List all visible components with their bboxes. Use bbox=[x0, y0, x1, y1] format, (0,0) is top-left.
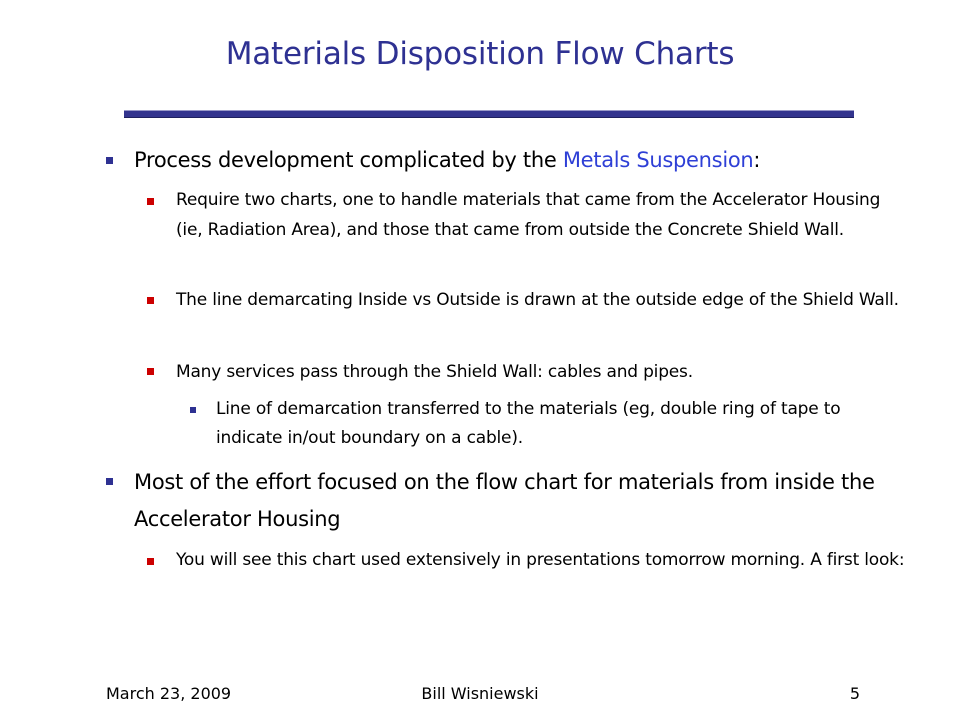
bullet-square-icon bbox=[106, 478, 113, 485]
footer-author: Bill Wisniewski bbox=[421, 684, 539, 703]
bullet-1-3-text: Many services pass through the Shield Wall: cables and pipes. bbox=[176, 362, 693, 382]
bullet-1-3-1-text: Line of demarcation transferred to the materials (eg, double ring of tape to indicate in/out boundary on a cable). bbox=[216, 399, 841, 448]
bullet-square-icon bbox=[190, 407, 196, 413]
bullet-2-text: Most of the effort focused on the flow chart for materials from inside the Accelerator Housing bbox=[134, 470, 875, 531]
bullet-1-1-text: Require two charts, one to handle materials that came from the Accelerator Housing (ie, Radiation Area), and those that came from outside the Concrete Shield Wall. bbox=[176, 190, 881, 240]
bullet-square-icon bbox=[147, 297, 154, 304]
bullet-square-icon bbox=[147, 368, 154, 375]
slide-title: Materials Disposition Flow Charts bbox=[225, 36, 735, 72]
bullet-1-prefix: Process development complicated by the bbox=[134, 148, 563, 172]
metals-suspension-highlight: Metals Suspension bbox=[562, 148, 754, 172]
bullet-2-1-text: You will see this chart used extensively in presentations tomorrow morning. A first look: bbox=[176, 550, 905, 570]
bullet-square-icon bbox=[147, 198, 154, 205]
bullet-square-icon bbox=[147, 558, 154, 565]
page-number: 5 bbox=[849, 684, 860, 703]
bullet-1-text bbox=[134, 143, 894, 178]
bullet-1-suffix: : bbox=[753, 148, 761, 172]
bullet-square-icon bbox=[106, 157, 113, 164]
bullet-1-2-text: The line demarcating Inside vs Outside is drawn at the outside edge of the Shield Wall. bbox=[176, 290, 899, 310]
title-divider bbox=[124, 110, 854, 118]
footer-date: March 23, 2009 bbox=[106, 684, 232, 703]
